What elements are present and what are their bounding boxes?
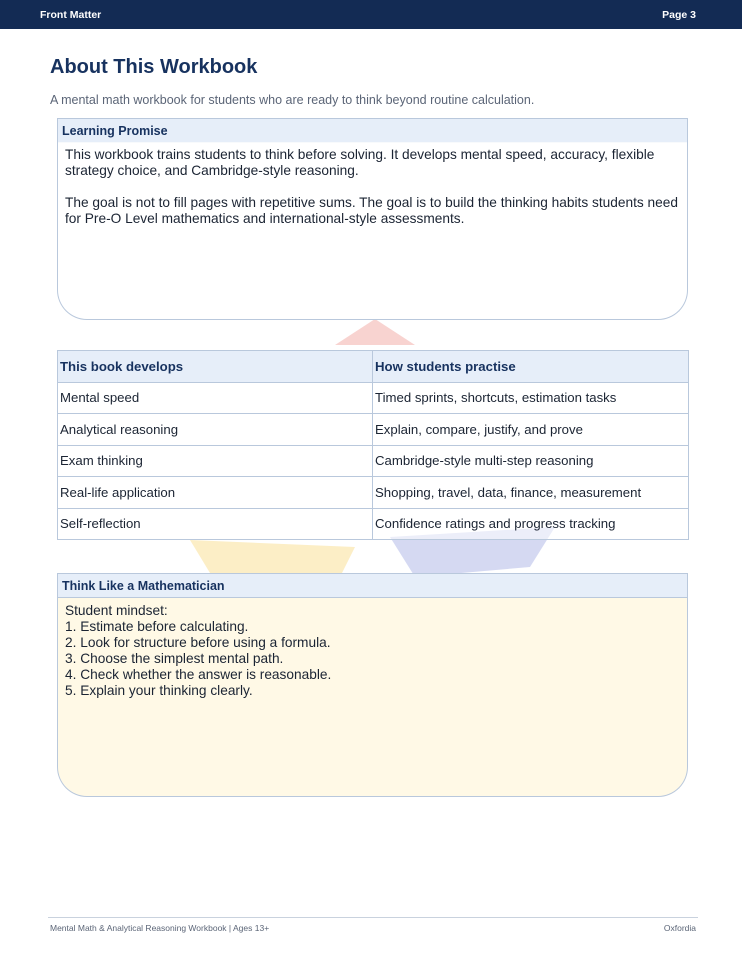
page-subtitle: A mental math workbook for students who are ready to think beyond routine calculation.	[50, 93, 535, 107]
table-row	[58, 477, 689, 509]
list-item: 5. Explain your thinking clearly.	[65, 683, 253, 698]
skills-table	[57, 350, 689, 540]
mindset-intro: Student mindset:	[65, 603, 168, 618]
practice-cell: Confidence ratings and progress tracking	[373, 508, 689, 540]
list-item: 2. Look for structure before using a formula.	[65, 635, 331, 650]
footer-publisher: Oxfordia	[663, 923, 696, 933]
list-item: 3. Choose the simplest mental path.	[65, 651, 284, 666]
mindset-box	[57, 598, 688, 797]
table-row	[58, 445, 689, 477]
skill-cell: Real-life application	[58, 477, 373, 509]
mindset-list	[65, 619, 680, 699]
header-page-number: Page 3	[662, 9, 696, 21]
promise-paragraph: This workbook trains students to think before solving. It develops mental speed, accuracy, flexible strategy choice, and Cambridge-style reasoning.	[65, 147, 655, 178]
top-header-bar	[0, 0, 742, 29]
learning-promise-heading: Learning Promise	[57, 118, 688, 143]
learning-promise-box	[57, 142, 688, 320]
practice-cell: Explain, compare, justify, and prove	[373, 414, 689, 446]
page-title: About This Workbook	[50, 56, 258, 78]
list-item: 4. Check whether the answer is reasonable.	[65, 667, 332, 682]
table-header-row	[58, 351, 689, 383]
skill-cell: Mental speed	[58, 382, 373, 414]
skill-cell: Analytical reasoning	[58, 414, 373, 446]
table-row	[58, 382, 689, 414]
practice-cell: Timed sprints, shortcuts, estimation tasks	[373, 382, 689, 414]
promise-paragraph: The goal is not to fill pages with repetitive sums. The goal is to build the thinking habits students need for Pre-O Level mathematics and international-style assessments.	[65, 195, 679, 226]
list-item: 1. Estimate before calculating.	[65, 619, 249, 634]
practice-cell: Shopping, travel, data, finance, measurement	[373, 477, 689, 509]
skill-cell: Self-reflection	[58, 508, 373, 540]
table-row	[58, 508, 689, 540]
column-header-practise: How students practise	[373, 351, 689, 383]
mindset-heading: Think Like a Mathematician	[57, 573, 688, 598]
header-section-label: Front Matter	[40, 9, 102, 21]
footer-divider	[48, 917, 698, 918]
column-header-develops: This book develops	[58, 351, 373, 383]
skill-cell: Exam thinking	[58, 445, 373, 477]
table-row	[58, 414, 689, 446]
practice-cell: Cambridge-style multi-step reasoning	[373, 445, 689, 477]
footer-book-title: Mental Math & Analytical Reasoning Workbook | Ages 13+	[50, 923, 270, 933]
